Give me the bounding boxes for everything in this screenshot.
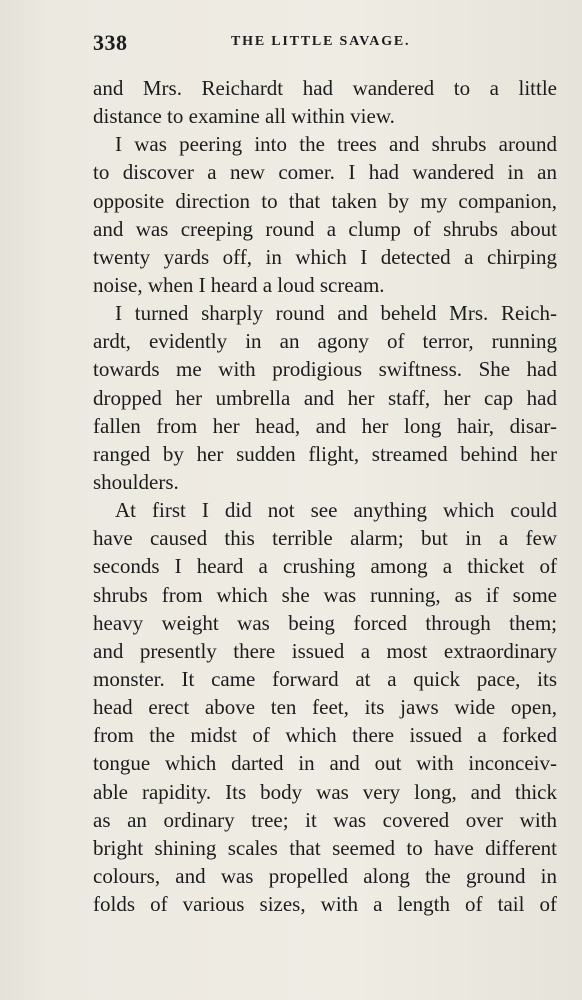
- text-line: and Mrs. Reichardt had wandered to a little: [93, 76, 557, 100]
- text-line: and was creeping round a clump of shrubs about: [93, 216, 557, 241]
- text-line: ardt, evidently in an agony of terror, running: [93, 329, 557, 354]
- text-line: and presently there issued a most extraordinary: [93, 638, 557, 663]
- text-line: to discover a new comer. I had wandered in an: [93, 160, 557, 185]
- text-line: as an ordinary tree; it was covered over with: [93, 807, 557, 832]
- text-line: folds of various sizes, with a length of tail of: [93, 892, 557, 917]
- text-line: colours, and was propelled along the ground in: [93, 863, 557, 888]
- text-line: noise, when I heard a loud scream.: [93, 272, 385, 297]
- text-line: shoulders.: [93, 469, 179, 494]
- text-line: tongue which darted in and out with inconceiv-: [93, 751, 557, 776]
- running-title: THE LITTLE SAVAGE.: [231, 34, 411, 49]
- text-line: bright shining scales that seemed to have different: [93, 835, 557, 860]
- paragraph-first-line: I was peering into the trees and shrubs around: [115, 132, 557, 157]
- paragraph-first-line: I turned sharply round and beheld Mrs. Reich-: [115, 301, 557, 326]
- text-line: fallen from her head, and her long hair, disar-: [93, 413, 557, 438]
- text-line: dropped her umbrella and her staff, her cap had: [93, 385, 557, 410]
- text-line: have caused this terrible alarm; but in a few: [93, 526, 557, 551]
- paragraph-first-line: At first I did not see anything which could: [115, 498, 557, 523]
- text-line: distance to examine all within view.: [93, 104, 395, 129]
- text-line: ranged by her sudden flight, streamed behind her: [93, 441, 557, 466]
- text-line: head erect above ten feet, its jaws wide open,: [93, 695, 557, 720]
- text-line: opposite direction to that taken by my companion,: [93, 188, 557, 213]
- page-number: 338: [93, 30, 128, 55]
- body-text: [93, 74, 557, 918]
- text-line: from the midst of which there issued a forked: [93, 723, 557, 748]
- text-line: able rapidity. Its body was very long, and thick: [93, 779, 557, 804]
- text-line: seconds I heard a crushing among a thicket of: [93, 554, 557, 579]
- text-line: towards me with prodigious swiftness. She had: [93, 357, 557, 382]
- page-header: [93, 30, 556, 56]
- text-line: heavy weight was being forced through them;: [93, 610, 557, 635]
- text-line: shrubs from which she was running, as if some: [93, 582, 557, 607]
- text-line: monster. It came forward at a quick pace, its: [93, 666, 557, 691]
- text-line: twenty yards off, in which I detected a chirping: [93, 244, 557, 269]
